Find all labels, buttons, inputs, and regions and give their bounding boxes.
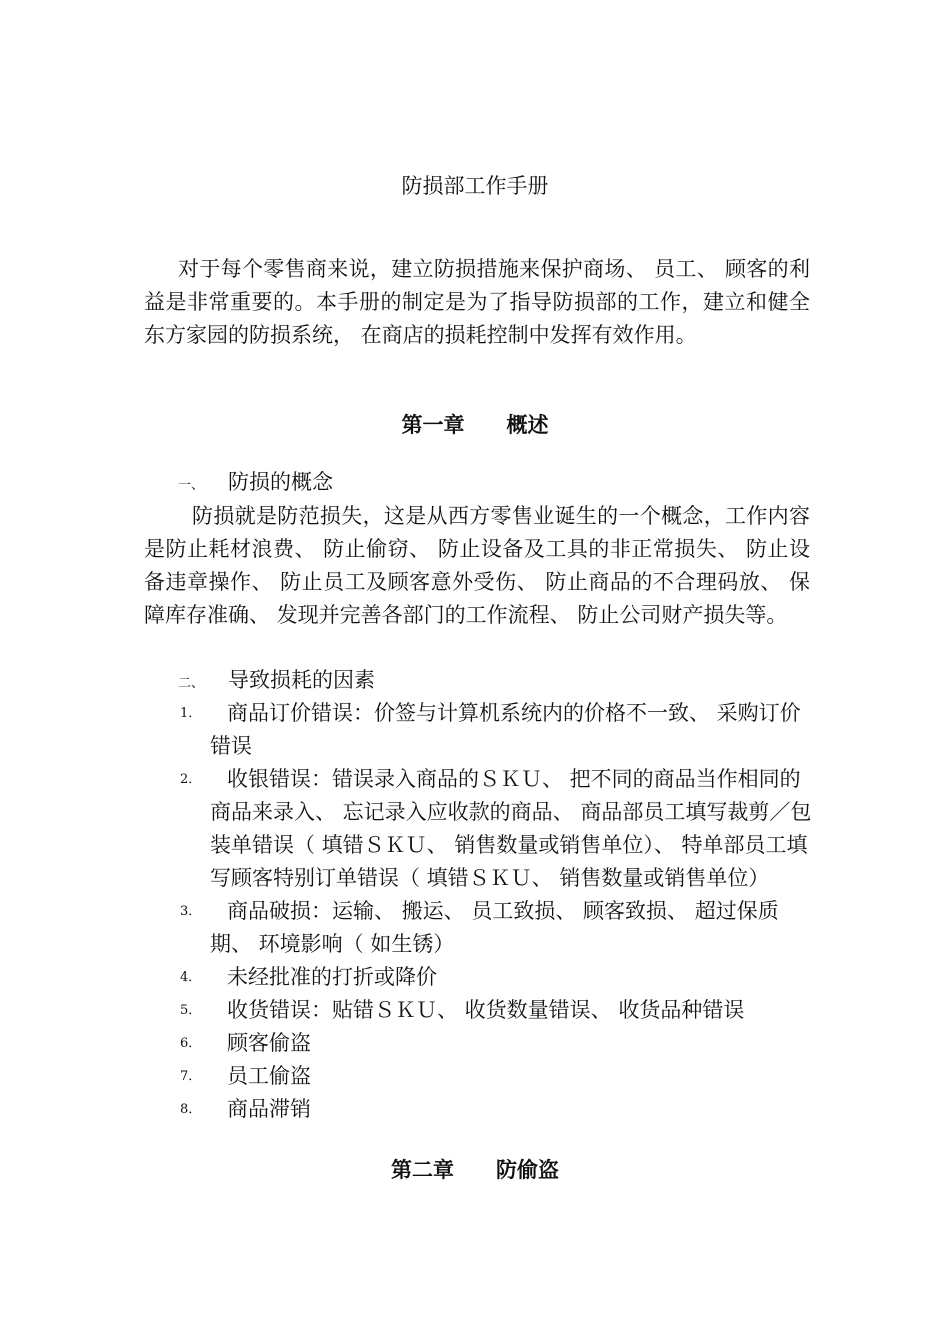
list-item-number: 8． xyxy=(180,1102,202,1117)
list-item-number: 7． xyxy=(180,1069,202,1084)
list-item-text: 顾客偷盗 xyxy=(227,1031,311,1055)
list-item-number: 1． xyxy=(180,706,202,721)
list-item xyxy=(180,697,820,763)
list-item xyxy=(180,1093,820,1126)
list-item xyxy=(180,961,820,994)
loss-factors-list xyxy=(180,697,820,1126)
section-2-heading xyxy=(178,664,375,700)
list-item-text: 收银错误：错误录入商品的ＳＫＵ、 把不同的商品当作相同的商品来录入、 忘记录入应收款的商品、 商品部员工填写裁剪／包装单错误（ 填错ＳＫＵ、 销售数量或销售单位）、 特单部员工填写顾客特别订单错误（ 填错ＳＫＵ、 销售数量或销售单位） xyxy=(210,767,812,890)
list-item-number: 3． xyxy=(180,904,202,919)
section-2-label: 导致损耗的因素 xyxy=(228,668,375,692)
list-item xyxy=(180,895,820,961)
list-item-number: 2． xyxy=(180,772,202,787)
section-1-marker: 一、 xyxy=(178,478,205,493)
chapter-2-heading: 第二章 防偷盗 xyxy=(391,1158,559,1182)
list-item-text: 商品订价错误：价签与计算机系统内的价格不一致、 采购订价错误 xyxy=(210,701,801,758)
section-1-label: 防损的概念 xyxy=(228,470,333,494)
list-item-text: 收货错误：贴错ＳＫＵ、 收货数量错误、 收货品种错误 xyxy=(227,998,745,1022)
list-item-number: 4． xyxy=(180,970,202,985)
concept-paragraph: 防损就是防范损失，这是从西方零售业诞生的一个概念，工作内容是防止耗材浪费、 防止偷窃、 防止设备及工具的非正常损失、 防止设备违章操作、 防止员工及顾客意外受伤、 防止商品的不合理码放、 保障库存准确、 发现并完善各部门的工作流程、 防止公司财产损失等。 xyxy=(144,504,810,627)
list-item xyxy=(180,1060,820,1093)
chapter-1-heading: 第一章 概述 xyxy=(401,413,549,437)
list-item-number: 5． xyxy=(180,1003,202,1018)
list-item xyxy=(180,763,820,895)
list-item xyxy=(180,1027,820,1060)
list-item-text: 员工偷盗 xyxy=(227,1064,311,1088)
section-2-marker: 二、 xyxy=(178,676,205,691)
list-item-number: 6． xyxy=(180,1036,202,1051)
list-item-text: 商品滞销 xyxy=(227,1097,311,1121)
document-title: 防损部工作手册 xyxy=(401,174,549,198)
list-item xyxy=(180,994,820,1027)
intro-paragraph: 对于每个零售商来说，建立防损措施来保护商场、 员工、 顾客的利益是非常重要的。本手册的制定是为了指导防损部的工作，建立和健全东方家园的防损系统， 在商店的损耗控制中发挥有效作用。 xyxy=(144,257,810,347)
list-item-text: 未经批准的打折或降价 xyxy=(227,965,437,989)
section-1-heading xyxy=(178,466,333,502)
list-item-text: 商品破损：运输、 搬运、 员工致损、 顾客致损、 超过保质期、 环境影响（ 如生锈） xyxy=(210,899,779,956)
